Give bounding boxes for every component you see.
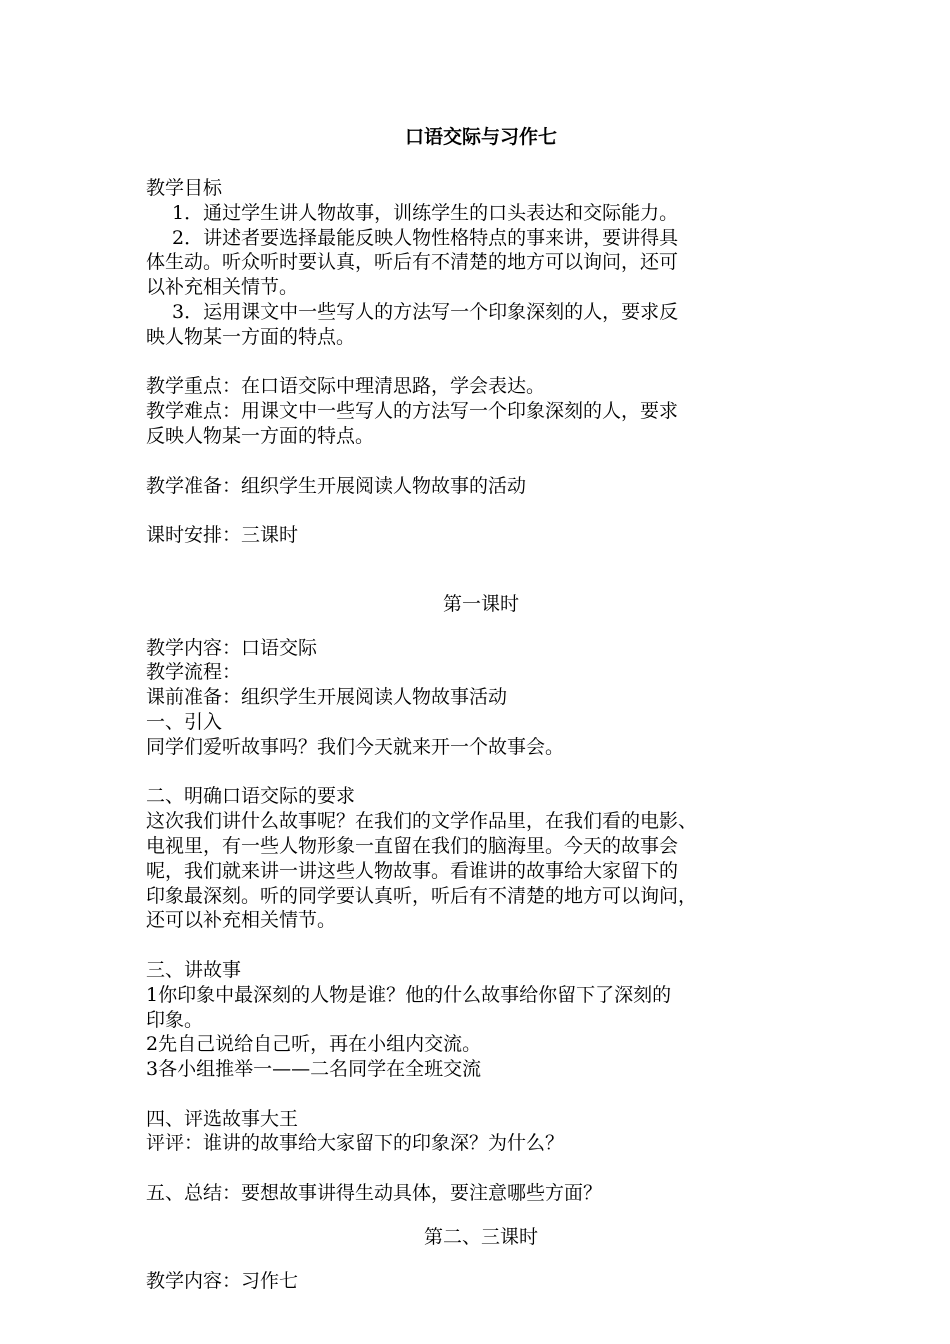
lesson1-pre: 课前准备：组织学生开展阅读人物故事活动 bbox=[146, 686, 508, 709]
goals-heading: 教学目标 bbox=[146, 177, 223, 199]
goal-3-line-2: 映人物某一方面的特点。 bbox=[146, 325, 356, 348]
section-2-text-line-3: 呢，我们就来讲一讲这些人物故事。看谁讲的故事给大家留下的 bbox=[146, 859, 679, 882]
difficulty-line-1: 教学难点：用课文中一些写人的方法写一个印象深刻的人，要求 bbox=[146, 400, 679, 423]
spacer bbox=[146, 933, 816, 958]
section-2-text-line-2: 电视里，有一些人物形象一直留在我们的脑海里。今天的故事会 bbox=[146, 834, 679, 857]
goal-2-line-1: 2．讲述者要选择最能反映人物性格特点的事来讲，要讲得具 bbox=[172, 226, 679, 249]
spacer bbox=[146, 760, 816, 785]
spacer bbox=[146, 498, 816, 523]
difficulty-line-2: 反映人物某一方面的特点。 bbox=[146, 424, 375, 447]
goal-3-line-1: 3．运用课文中一些写人的方法写一个印象深刻的人，要求反 bbox=[172, 300, 679, 323]
section-2-text-line-4: 印象最深刻。听的同学要认真听，听后有不清楚的地方可以询问， bbox=[146, 884, 698, 907]
section-4-text: 评评：谁讲的故事给大家留下的印象深？为什么？ bbox=[146, 1132, 565, 1155]
spacer bbox=[146, 1082, 816, 1107]
document-page bbox=[146, 122, 816, 1293]
spacer bbox=[146, 350, 816, 375]
section-4-title: 四、评选故事大王 bbox=[146, 1107, 299, 1130]
lesson1-flow: 教学流程： bbox=[146, 661, 242, 684]
spacer bbox=[146, 1156, 816, 1181]
goal-2-line-3: 以补充相关情节。 bbox=[146, 276, 299, 299]
goal-2-line-2: 体生动。听众听时要认真，听后有不清楚的地方可以询问，还可 bbox=[146, 251, 679, 274]
section-2-title: 二、明确口语交际的要求 bbox=[146, 785, 356, 808]
spacer bbox=[146, 548, 816, 573]
lesson2-content: 教学内容：习作七 bbox=[146, 1269, 299, 1292]
section-3-title: 三、讲故事 bbox=[146, 958, 242, 981]
section-3-item-1-line-1: 1你印象中最深刻的人物是谁？他的什么故事给你留下了深刻的 bbox=[146, 983, 672, 1006]
spacer bbox=[146, 449, 816, 474]
section-2-text-line-1: 这次我们讲什么故事呢？在我们的文学作品里，在我们看的电影、 bbox=[146, 810, 698, 833]
schedule: 课时安排：三课时 bbox=[146, 524, 299, 547]
lesson2-heading: 第二、三课时 bbox=[423, 1225, 538, 1248]
section-1-text: 同学们爱听故事吗？我们今天就来开一个故事会。 bbox=[146, 735, 565, 758]
section-2-text-line-5: 还可以补充相关情节。 bbox=[146, 909, 337, 932]
key-point: 教学重点：在口语交际中理清思路，学会表达。 bbox=[146, 375, 546, 398]
section-3-item-3: 3各小组推举一——二名同学在全班交流 bbox=[146, 1058, 482, 1081]
section-3-item-1-line-2: 印象。 bbox=[146, 1008, 204, 1031]
section-1-title: 一、引入 bbox=[146, 710, 223, 733]
section-5-text: 五、总结：要想故事讲得生动具体，要注意哪些方面？ bbox=[146, 1182, 603, 1205]
goal-1: 1．通过学生讲人物故事，训练学生的口头表达和交际能力。 bbox=[172, 201, 679, 224]
preparation: 教学准备：组织学生开展阅读人物故事的活动 bbox=[146, 474, 527, 497]
lesson1-heading: 第一课时 bbox=[442, 592, 519, 615]
section-3-item-2: 2先自己说给自己听，再在小组内交流。 bbox=[146, 1033, 482, 1056]
lesson1-content: 教学内容：口语交际 bbox=[146, 636, 318, 659]
document-title: 口语交际与习作七 bbox=[404, 126, 557, 148]
